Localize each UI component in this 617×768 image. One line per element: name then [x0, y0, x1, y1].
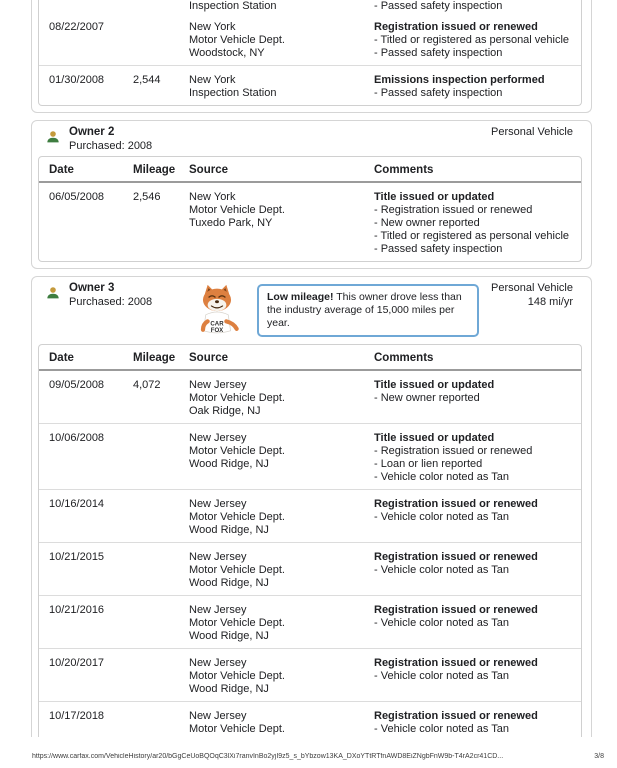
mileage-cell: 2,544 — [133, 74, 161, 86]
source-line: Wood Ridge, NJ — [189, 683, 269, 695]
comment-detail-line: - Registration issued or renewed — [374, 445, 533, 457]
usage-miles-per-year: 148 mi/yr — [527, 295, 573, 308]
footer-page-indicator: 3/8 — [594, 753, 604, 760]
history-table — [38, 344, 582, 737]
col-header-source: Source — [189, 352, 228, 364]
date-cell: 10/06/2008 — [49, 432, 105, 444]
date-cell — [39, 0, 133, 13]
owner-purchased-year: Purchased: 2008 — [69, 139, 153, 152]
comment-detail-line: - Vehicle color noted as Tan — [374, 564, 509, 576]
comment-detail-line: - Passed safety inspection — [374, 243, 503, 255]
table-row-partial — [39, 0, 581, 13]
comment-title: Title issued or updated — [374, 379, 495, 391]
owner-usage — [479, 282, 573, 309]
owner-identity — [69, 126, 179, 153]
date-cell: 10/21/2016 — [49, 604, 105, 616]
col-header-mileage: Mileage — [133, 352, 176, 364]
source-line: New Jersey — [189, 379, 247, 391]
print-footer — [32, 753, 604, 760]
col-header-date: Date — [49, 352, 74, 364]
vehicle-history-report-content — [31, 0, 592, 737]
source-line: Motor Vehicle Dept. — [189, 204, 285, 216]
owner-usage — [179, 126, 573, 140]
comment-title: Registration issued or renewed — [374, 604, 538, 616]
mileage-cell — [133, 498, 189, 537]
owner-identity — [69, 282, 179, 309]
source-cell — [189, 191, 374, 256]
comments-cell — [374, 710, 581, 736]
source-line: Motor Vehicle Dept. — [189, 564, 285, 576]
source-cell — [189, 432, 374, 484]
date-cell: 09/05/2008 — [49, 379, 105, 391]
comments-cell: - Passed safety inspection — [374, 0, 503, 12]
history-table-row — [39, 489, 581, 542]
owner-header — [32, 277, 591, 344]
owner-title: Owner 2 — [69, 126, 115, 138]
history-table-row — [39, 542, 581, 595]
source-cell — [189, 710, 374, 736]
source-line: Motor Vehicle Dept. — [189, 670, 285, 682]
owner-header — [32, 121, 591, 156]
history-table-row — [39, 648, 581, 701]
source-line: Inspection Station — [189, 87, 277, 99]
source-cell — [189, 551, 374, 590]
source-line: New Jersey — [189, 604, 247, 616]
date-cell: 10/17/2018 — [49, 710, 105, 722]
mileage-cell: 2,546 — [133, 191, 161, 203]
comment-detail-line: - Titled or registered as personal vehicle — [374, 230, 570, 242]
carfox-mascot-icon — [189, 283, 245, 341]
comment-title: Title issued or updated — [374, 432, 495, 444]
comment-title: Registration issued or renewed — [374, 710, 538, 722]
mileage-cell — [133, 0, 189, 13]
col-header-comments: Comments — [374, 352, 434, 364]
history-table-row — [39, 183, 581, 261]
callout-text: This owner drove less than the industry average of 15,000 miles per year. — [267, 291, 462, 329]
mileage-cell — [133, 604, 189, 643]
source-line: Wood Ridge, NJ — [189, 630, 269, 642]
table-header-row — [39, 345, 581, 371]
source-cell — [189, 379, 374, 418]
comments-cell — [374, 432, 581, 484]
source-line: Woodstock, NY — [189, 47, 265, 59]
date-cell: 10/20/2017 — [49, 657, 105, 669]
comment-detail-line: - Vehicle color noted as Tan — [374, 471, 509, 483]
source-line: Motor Vehicle Dept. — [189, 617, 285, 629]
history-table — [38, 0, 582, 106]
col-header-mileage: Mileage — [133, 164, 176, 176]
history-table-row — [39, 371, 581, 423]
svg-text:CAR: CAR — [210, 320, 224, 328]
comment-title: Registration issued or renewed — [374, 21, 538, 33]
comments-cell — [374, 74, 581, 100]
owner-purchased-year: Purchased: 2008 — [69, 295, 153, 308]
source-line: Motor Vehicle Dept. — [189, 511, 285, 523]
mileage-cell — [133, 21, 189, 60]
comments-cell — [374, 191, 581, 256]
history-table-row — [39, 13, 581, 65]
history-table — [38, 156, 582, 262]
source-cell — [189, 604, 374, 643]
comment-detail-line: - Vehicle color noted as Tan — [374, 617, 509, 629]
owner-person-icon — [45, 285, 61, 301]
source-line: New York — [189, 74, 236, 86]
comment-detail-line: - Vehicle color noted as Tan — [374, 670, 509, 682]
source-cell: Inspection Station — [189, 0, 277, 12]
date-cell: 08/22/2007 — [49, 21, 105, 33]
source-line: Motor Vehicle Dept. — [189, 392, 285, 404]
owner-section-card-continued — [31, 0, 592, 113]
source-cell — [189, 21, 374, 60]
mileage-cell — [133, 432, 189, 484]
comment-detail-line: - Passed safety inspection — [374, 47, 503, 59]
callout-bold-text: Low mileage! — [267, 291, 334, 303]
footer-url: https://www.carfax.com/VehicleHistory/ar20/bGgCeUoBQOqC3lXi7ranvInBo2yjI9z5_s_bYbzow13KA_DXoYTtRTfnAWD8EiZNgbFnW9b-T4rA2cr41CD... — [32, 753, 504, 760]
source-line: New York — [189, 21, 236, 33]
owner-section-card — [31, 120, 592, 269]
history-table-row — [39, 65, 581, 105]
date-cell: 10/16/2014 — [49, 498, 105, 510]
comment-detail-line: - New owner reported — [374, 217, 480, 229]
source-cell — [189, 498, 374, 537]
comments-cell — [374, 551, 581, 590]
source-line: New Jersey — [189, 551, 247, 563]
date-cell: 06/05/2008 — [49, 191, 105, 203]
source-line: New Jersey — [189, 710, 247, 722]
source-line: Motor Vehicle Dept. — [189, 34, 285, 46]
source-line: Wood Ridge, NJ — [189, 577, 269, 589]
table-header-row — [39, 157, 581, 183]
comments-cell — [374, 604, 581, 643]
comment-detail-line: - Loan or lien reported — [374, 458, 483, 470]
comment-title: Emissions inspection performed — [374, 74, 545, 86]
col-header-date: Date — [49, 164, 74, 176]
owner-title: Owner 3 — [69, 282, 115, 294]
comment-detail-line: - Passed safety inspection — [374, 87, 503, 99]
col-header-source: Source — [189, 164, 228, 176]
date-cell: 10/21/2015 — [49, 551, 105, 563]
comment-title: Title issued or updated — [374, 191, 495, 203]
comments-cell — [374, 657, 581, 696]
comments-cell — [374, 21, 581, 60]
date-cell: 01/30/2008 — [49, 74, 105, 86]
mileage-cell: 4,072 — [133, 379, 161, 391]
low-mileage-callout — [257, 284, 479, 337]
source-line: Tuxedo Park, NY — [189, 217, 273, 229]
col-header-comments: Comments — [374, 164, 434, 176]
comment-detail-line: - Titled or registered as personal vehicle — [374, 34, 570, 46]
source-line: New Jersey — [189, 657, 247, 669]
comment-detail-line: - New owner reported — [374, 392, 480, 404]
comment-title: Registration issued or renewed — [374, 551, 538, 563]
source-line: Wood Ridge, NJ — [189, 458, 269, 470]
source-cell — [189, 657, 374, 696]
mileage-cell — [133, 657, 189, 696]
source-line: Motor Vehicle Dept. — [189, 445, 285, 457]
mileage-cell — [133, 551, 189, 590]
comment-title: Registration issued or renewed — [374, 657, 538, 669]
mileage-cell — [133, 710, 189, 736]
comment-detail-line: - Vehicle color noted as Tan — [374, 723, 509, 735]
history-table-row — [39, 595, 581, 648]
history-table-row — [39, 423, 581, 489]
source-line: Wood Ridge, NJ — [189, 524, 269, 536]
comment-detail-line: - Vehicle color noted as Tan — [374, 511, 509, 523]
source-line: New Jersey — [189, 498, 247, 510]
source-line: Oak Ridge, NJ — [189, 405, 261, 417]
owner-person-icon — [45, 129, 61, 145]
comments-cell — [374, 379, 581, 418]
source-line: New Jersey — [189, 432, 247, 444]
source-line: Motor Vehicle Dept. — [189, 723, 285, 735]
comment-detail-line: - Registration issued or renewed — [374, 204, 533, 216]
source-line: New York — [189, 191, 236, 203]
owner-section-card — [31, 276, 592, 737]
svg-text:FOX: FOX — [210, 327, 224, 335]
source-cell — [189, 74, 374, 100]
comments-cell — [374, 498, 581, 537]
history-table-row — [39, 701, 581, 737]
comment-title: Registration issued or renewed — [374, 498, 538, 510]
usage-type: Personal Vehicle — [491, 282, 573, 294]
usage-type: Personal Vehicle — [491, 126, 573, 138]
